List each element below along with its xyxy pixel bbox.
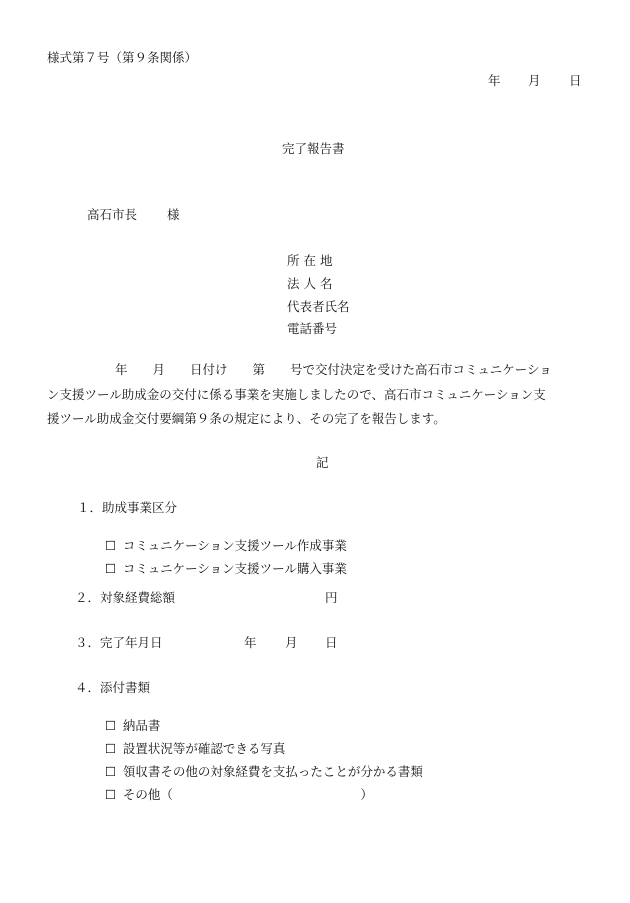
attachment-label: 領収書その他の対象経費を支払ったことが分かる書類	[122, 764, 423, 779]
section3-heading: ３．完了年月日	[75, 635, 163, 650]
field-phone: 電話番号	[287, 321, 338, 336]
field-address: 所 在 地	[287, 253, 333, 268]
body-line-1: 年 月 日付け 第 号で交付決定を受けた高石市コミュニケーショ	[115, 362, 552, 377]
ki-heading: 記	[316, 455, 329, 470]
attachment-other[interactable]	[89, 771, 373, 819]
checkbox-icon[interactable]: ☐	[104, 741, 117, 756]
checkbox-icon[interactable]: ☐	[104, 538, 117, 553]
section2-heading: ２．対象経費総額	[75, 590, 176, 605]
date-month: 月	[528, 73, 541, 88]
section3-day: 日	[325, 635, 338, 650]
field-corporate-name: 法 人 名	[287, 276, 333, 291]
body-line-3: 援ツール助成金交付要綱第９条の規定により、その完了を報告します。	[47, 411, 446, 426]
section3-year: 年	[244, 635, 257, 650]
option-label: コミュニケーション支援ツール作成事業	[122, 538, 347, 553]
checkbox-icon[interactable]: ☐	[104, 718, 117, 733]
addressee-name: 高石市長	[87, 207, 138, 222]
section2-unit: 円	[325, 590, 338, 605]
document-title: 完了報告書	[282, 141, 345, 156]
body-line-2: ン支援ツール助成金の交付に係る事業を実施しましたので、高石市コミュニケーション支	[47, 387, 546, 402]
section1-option-purchase[interactable]	[89, 545, 347, 593]
checkbox-icon[interactable]: ☐	[104, 764, 117, 779]
section3-month: 月	[285, 635, 298, 650]
option-label: コミュニケーション支援ツール購入事業	[122, 561, 347, 576]
attachment-label: 納品書	[122, 718, 161, 733]
addressee-honorific: 様	[167, 207, 180, 222]
section1-heading: １．助成事業区分	[77, 500, 178, 515]
attachment-label: 設置状況等が確認できる写真	[122, 741, 286, 756]
section4-heading: ４．添付書類	[75, 680, 151, 695]
field-representative: 代表者氏名	[287, 299, 350, 314]
attachment-label: その他（ ）	[122, 787, 373, 802]
checkbox-icon[interactable]: ☐	[104, 561, 117, 576]
date-year: 年	[488, 73, 501, 88]
date-day: 日	[569, 73, 582, 88]
checkbox-icon[interactable]: ☐	[104, 787, 117, 802]
form-number: 様式第７号（第９条関係）	[47, 50, 198, 65]
